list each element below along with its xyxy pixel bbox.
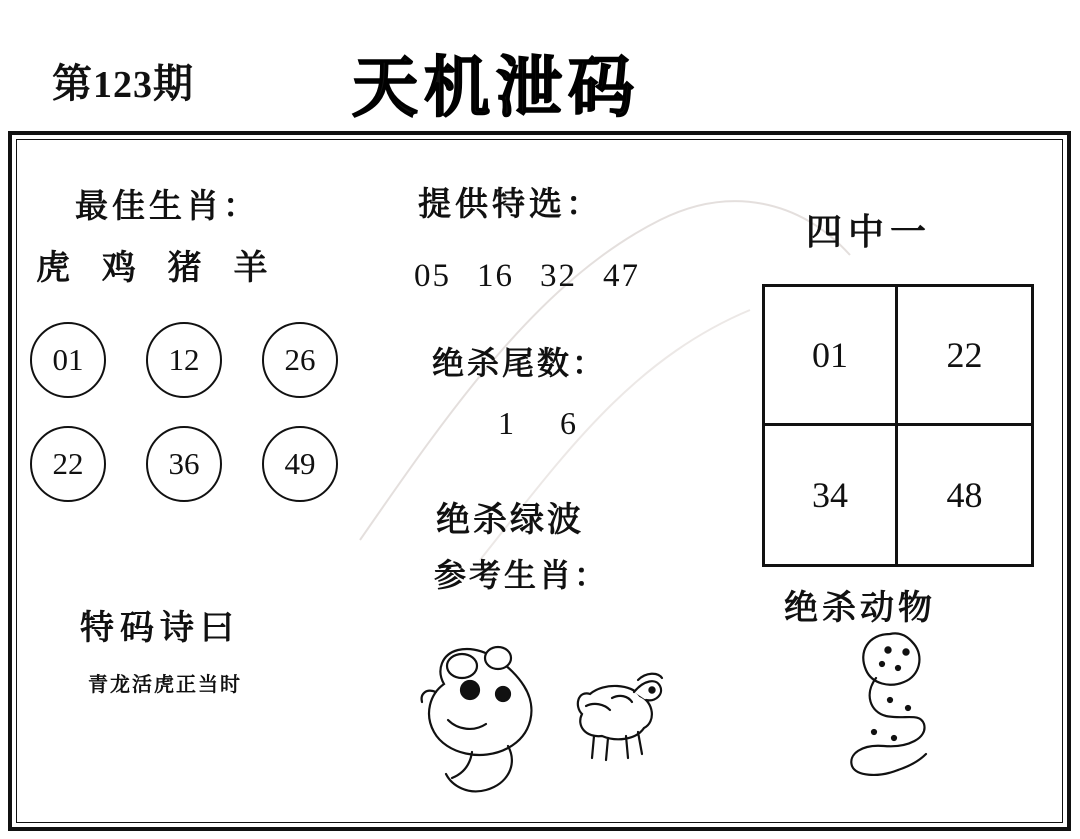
offer-number: 05 xyxy=(414,258,451,294)
kill-green-wave-label: 绝杀绿波 xyxy=(436,500,584,540)
kill-tail-number: 6 xyxy=(560,405,576,441)
grid-cell: 01 xyxy=(765,287,898,426)
issue-number: 123 xyxy=(93,64,153,106)
sheep-illustration xyxy=(560,650,676,768)
grid-cell: 34 xyxy=(765,426,898,565)
grid-cell: 48 xyxy=(946,474,983,515)
kill-tail-number: 1 xyxy=(498,405,514,441)
grid-cell: 22 xyxy=(898,287,1031,426)
poem-line: 青龙活虎正当时 xyxy=(88,672,242,696)
kill-animal-label: 绝杀动物 xyxy=(784,588,936,628)
page-title: 天机泄码 xyxy=(352,49,640,126)
issue-suffix: 期 xyxy=(153,61,194,106)
number-ball: 36 xyxy=(146,426,222,502)
offer-label: 提供特选： xyxy=(418,184,603,223)
snake-illustration xyxy=(828,620,956,780)
number-ball: 01 xyxy=(30,322,106,398)
number-ball: 26 xyxy=(262,322,338,398)
offer-number: 16 xyxy=(477,258,514,294)
four-pick-one-grid xyxy=(762,284,1034,567)
number-ball-row xyxy=(30,426,370,502)
kill-tail-label: 绝杀尾数： xyxy=(432,344,608,382)
offer-number: 47 xyxy=(603,258,640,294)
number-ball-row xyxy=(30,322,370,398)
reference-zodiac-label: 参考生肖： xyxy=(434,556,610,594)
four-pick-one-label: 四中一 xyxy=(806,212,933,253)
best-zodiac-value: 虎 鸡 猪 羊 xyxy=(36,248,278,288)
offer-number: 32 xyxy=(540,258,577,294)
number-ball-grid xyxy=(30,322,370,530)
number-ball: 12 xyxy=(146,322,222,398)
kill-tail-numbers xyxy=(498,405,622,442)
number-ball: 49 xyxy=(262,426,338,502)
poem-title: 特码诗曰 xyxy=(80,608,240,648)
issue-prefix: 第 xyxy=(52,61,93,106)
number-ball: 22 xyxy=(30,426,106,502)
rat-illustration xyxy=(412,628,582,803)
issue-label xyxy=(52,52,194,109)
offer-numbers xyxy=(414,258,666,295)
best-zodiac-label: 最佳生肖： xyxy=(75,186,260,225)
